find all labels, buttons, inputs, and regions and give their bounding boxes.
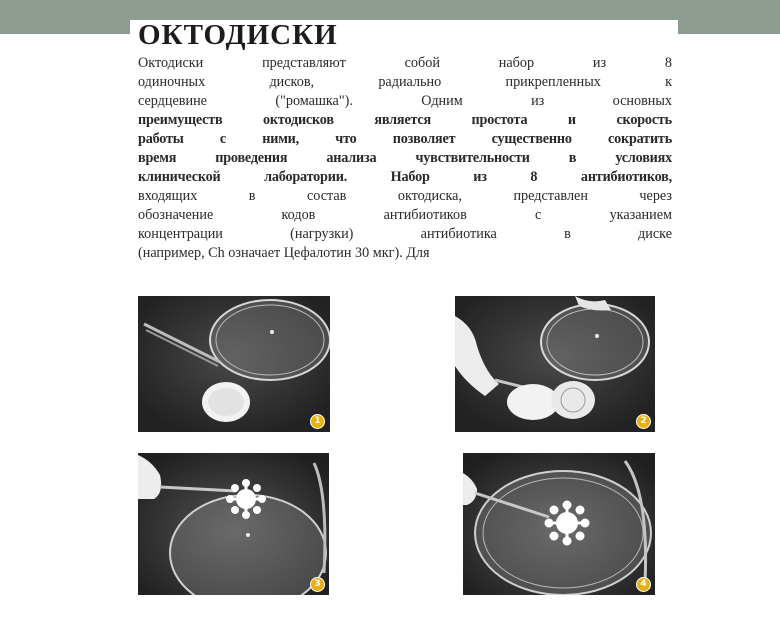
step-number-badge: 2 (636, 414, 651, 429)
photo-step-2-image (455, 296, 655, 432)
document-line: Октодиски представляют собой набор из 8 (138, 55, 672, 71)
photo-step-3 (138, 453, 329, 595)
document-title: ОКТОДИСКИ (138, 20, 338, 51)
document-line: обозначение кодов антибиотиков с указанием (138, 207, 672, 223)
document-line: входящих в состав октодиска, представлен через (138, 188, 672, 204)
document-line: работы с ними, что позволяет существенно сократить (138, 131, 672, 147)
document-line: сердцевине ("ромашка"). Одним из основных (138, 93, 672, 109)
photo-step-4 (463, 453, 655, 595)
document-line: концентрации (нагрузки) антибиотика в диске (138, 226, 672, 242)
photo-step-3-image (138, 453, 329, 595)
document-line: клинической лаборатории. Набор из 8 антибиотиков, (138, 169, 672, 185)
step-number-badge: 1 (310, 414, 325, 429)
photo-step-1-image (138, 296, 330, 432)
photo-step-4-image (463, 453, 655, 595)
document-line: одиночных дисков, радиально прикрепленных к (138, 74, 672, 90)
step-number-badge: 4 (636, 577, 651, 592)
document-line: время проведения анализа чувствительности в условиях (138, 150, 672, 166)
photo-step-1 (138, 296, 330, 432)
step-number-badge: 3 (310, 577, 325, 592)
document-line: преимуществ октодисков является простота и скорость (138, 112, 672, 128)
document-line: (например, Ch означает Цефалотин 30 мкг). Для (138, 245, 430, 260)
document-excerpt (130, 20, 678, 260)
photo-step-2 (455, 296, 655, 432)
